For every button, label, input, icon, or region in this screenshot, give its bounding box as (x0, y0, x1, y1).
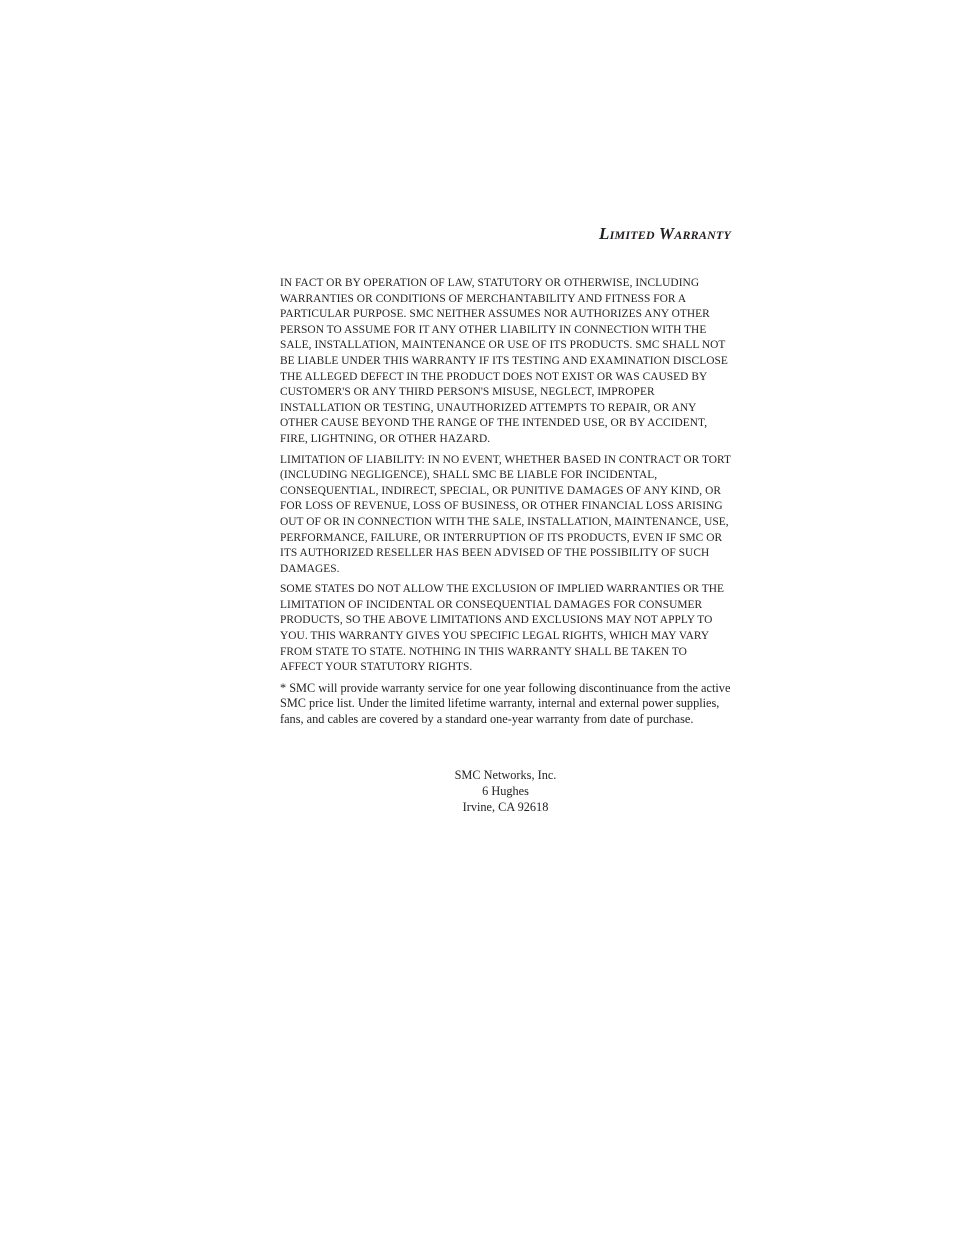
limitation-of-liability-paragraph: LIMITATION OF LIABILITY: IN NO EVENT, WHETHER BASED IN CONTRACT OR TORT (INCLUDING NEGLIGENCE), SHALL SMC BE LIABLE FOR INCIDENTAL, CONSEQUENTIAL, INDIRECT, SPECIAL, OR PUNITIVE DAMAGES OF ANY KIND, OR FOR LOSS OF REVENUE, LOSS OF BUSINESS, OR OTHER FINANCIAL LOSS ARISING OUT OF OR IN CONNECTION WITH THE SALE, INSTALLATION, MAINTENANCE, USE, PERFORMANCE, FAILURE, OR INTERRUPTION OF ITS PRODUCTS, EVEN IF SMC OR ITS AUTHORIZED RESELLER HAS BEEN ADVISED OF THE POSSIBILITY OF SUCH DAMAGES. (280, 453, 731, 575)
address-company: SMC Networks, Inc. (454, 768, 557, 782)
warranty-body (280, 276, 731, 728)
state-rights-paragraph: SOME STATES DO NOT ALLOW THE EXCLUSION OF IMPLIED WARRANTIES OR THE LIMITATION OF INCIDENTAL OR CONSEQUENTIAL DAMAGES FOR CONSUMER PRODUCTS, SO THE ABOVE LIMITATIONS AND EXCLUSIONS MAY NOT APPLY TO YOU. THIS WARRANTY GIVES YOU SPECIFIC LEGAL RIGHTS, WHICH MAY VARY FROM STATE TO STATE. NOTHING IN THIS WARRANTY SHALL BE TAKEN TO AFFECT YOUR STATUTORY RIGHTS. (280, 583, 725, 674)
warranty-footnote: * SMC will provide warranty service for one year following discontinuance from the active SMC price list. Under the limited lifetime warranty, internal and external power supplies, fans, and cables are covered by a standard one-year warranty from date of purchase. (280, 680, 731, 727)
page-header-title: Limited Warranty (599, 224, 731, 243)
address-city: Irvine, CA 92618 (462, 800, 549, 814)
address-street: 6 Hughes (482, 784, 529, 798)
company-address (280, 767, 731, 815)
warranty-disclaimer-paragraph: IN FACT OR BY OPERATION OF LAW, STATUTORY OR OTHERWISE, INCLUDING WARRANTIES OR CONDITIONS OF MERCHANTABILITY AND FITNESS FOR A PARTICULAR PURPOSE. SMC NEITHER ASSUMES NOR AUTHORIZES ANY OTHER PERSON TO ASSUME FOR IT ANY OTHER LIABILITY IN CONNECTION WITH THE SALE, INSTALLATION, MAINTENANCE OR USE OF ITS PRODUCTS. SMC SHALL NOT BE LIABLE UNDER THIS WARRANTY IF ITS TESTING AND EXAMINATION DISCLOSE THE ALLEGED DEFECT IN THE PRODUCT DOES NOT EXIST OR WAS CAUSED BY CUSTOMER'S OR ANY THIRD PERSON'S MISUSE, NEGLECT, IMPROPER INSTALLATION OR TESTING, UNAUTHORIZED ATTEMPTS TO REPAIR, OR ANY OTHER CAUSE BEYOND THE RANGE OF THE INTENDED USE, OR BY ACCIDENT, FIRE, LIGHTNING, OR OTHER HAZARD. (280, 277, 728, 445)
